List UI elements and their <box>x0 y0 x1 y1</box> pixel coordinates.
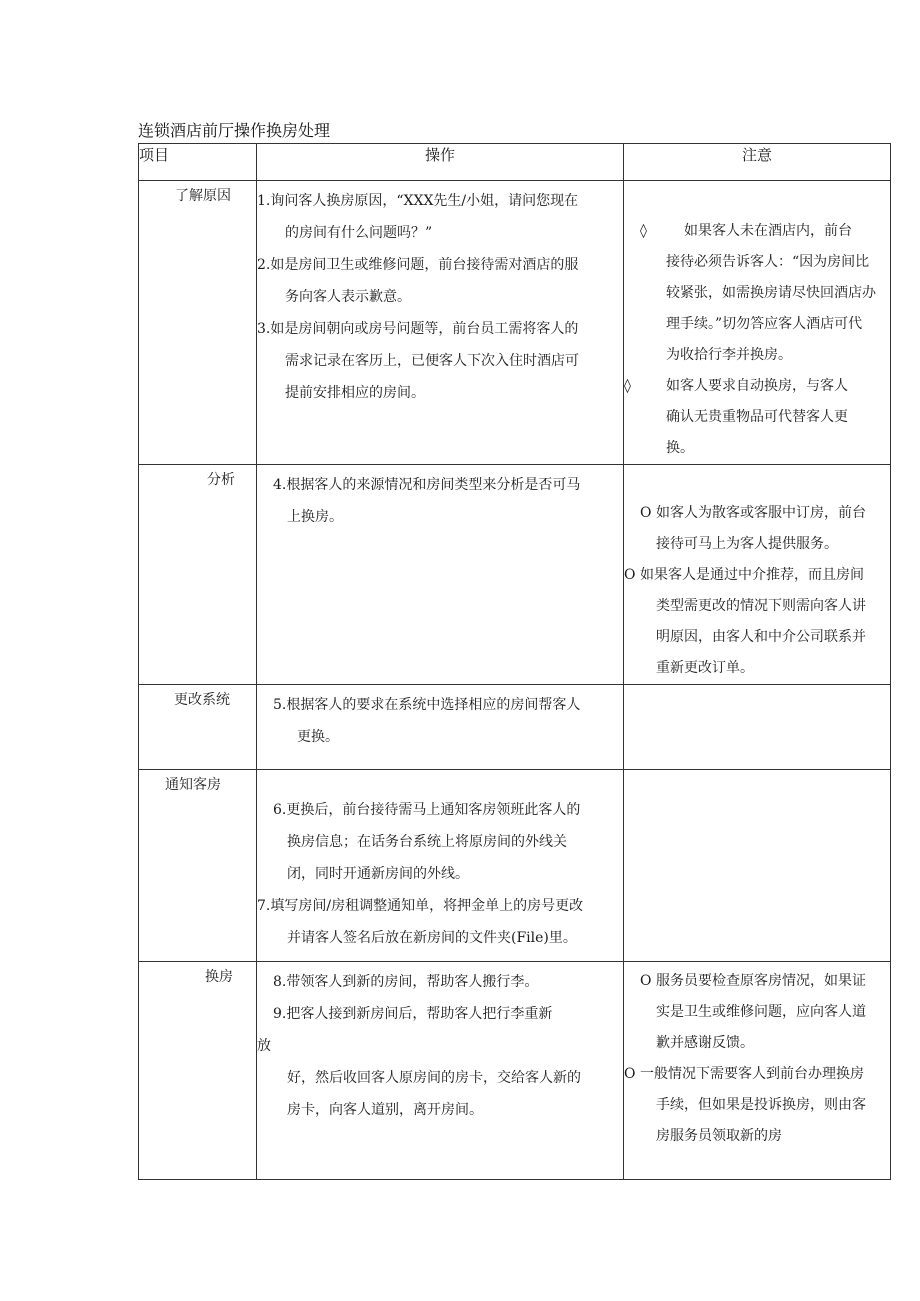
item-label: 分析 <box>207 472 235 488</box>
note-line: 较紧张，如需换房请尽快回酒店办 <box>666 285 876 301</box>
operation-line: 的房间有什么问题吗？” <box>285 225 433 241</box>
operation-line: 9.把客人接到新房间后，帮助客人把行李重新 <box>273 1006 553 1022</box>
item-cell <box>139 770 257 962</box>
operation-line: 闭，同时开通新房间的外线。 <box>287 866 469 882</box>
diamond-icon: ◊ <box>624 378 631 394</box>
notes-cell <box>624 181 891 465</box>
note-line: 确认无贵重物品可代替客人更 <box>666 409 848 425</box>
item-label: 更改系统 <box>174 692 230 708</box>
note-line: ◊ 如客人要求自动换房，与客人 <box>624 371 890 402</box>
operation-line: 上换房。 <box>287 509 343 525</box>
item-label: 了解原因 <box>175 188 231 204</box>
note-line: 房服务员领取新的房 <box>656 1128 782 1144</box>
operation-line: 放 <box>257 1038 271 1054</box>
operation-line: 更换。 <box>297 729 339 745</box>
header-item: 项目 <box>139 144 257 181</box>
note-line: 实是卫生或维修问题，应向客人道 <box>656 1004 866 1020</box>
table-row <box>139 181 891 465</box>
table-row <box>139 962 891 1180</box>
operation-line: 3.如是房间朝向或房号问题等，前台员工需将客人的 <box>257 321 579 337</box>
operation-line: 5.根据客人的要求在系统中选择相应的房间帮客人 <box>273 697 581 713</box>
note-line: 换。 <box>666 440 694 456</box>
operation-line: 2.如是房间卫生或维修问题，前台接待需对酒店的服 <box>257 257 579 273</box>
header-notes: 注意 <box>624 144 891 181</box>
note-line: 歉并感谢反馈。 <box>656 1035 754 1051</box>
operation-cell <box>257 770 624 962</box>
operation-line: 并请客人签名后放在新房间的文件夹(File)里。 <box>287 930 577 946</box>
circle-bullet-icon: O <box>640 973 652 989</box>
note-line: 理手续。”切勿答应客人酒店可代 <box>666 316 863 332</box>
operation-cell <box>257 181 624 465</box>
circle-bullet-icon: O <box>624 567 636 583</box>
item-cell <box>139 685 257 770</box>
operation-line: 1.询问客人换房原因，“XXX先生/小姐，请问您现在 <box>257 193 579 209</box>
operation-cell <box>257 685 624 770</box>
operation-line: 提前安排相应的房间。 <box>285 385 425 401</box>
document-title: 连锁酒店前厅操作换房处理 <box>138 121 331 140</box>
notes-cell <box>624 962 891 1180</box>
note-line: O 如客人为散客或客服中订房，前台 <box>624 498 890 529</box>
circle-bullet-icon: O <box>624 1066 636 1082</box>
operation-line: 4.根据客人的来源情况和房间类型来分析是否可马 <box>273 477 581 493</box>
operation-line: 房卡，向客人道别，离开房间。 <box>287 1102 483 1118</box>
operation-line: 务向客人表示歉意。 <box>285 289 411 305</box>
operation-line: 7.填写房间/房租调整通知单，将押金单上的房号更改 <box>257 898 584 914</box>
header-operation: 操作 <box>257 144 624 181</box>
table-row <box>139 770 891 962</box>
procedure-table <box>138 143 891 1180</box>
item-cell <box>139 465 257 685</box>
note-line: 类型需更改的情况下则需向客人讲 <box>656 598 866 614</box>
diamond-icon: ◊ <box>640 223 647 239</box>
note-line: O 服务员要检查原客房情况，如果证 <box>624 966 890 997</box>
circle-bullet-icon: O <box>640 505 652 521</box>
operation-line: 需求记录在客历上，已便客人下次入住时酒店可 <box>285 353 579 369</box>
note-line: 接待必须告诉客人：“因为房间比 <box>666 254 870 270</box>
table-row <box>139 685 891 770</box>
operation-line: 8.带领客人到新的房间，帮助客人搬行李。 <box>273 974 539 990</box>
table-row <box>139 465 891 685</box>
notes-cell <box>624 465 891 685</box>
notes-cell <box>624 770 891 962</box>
notes-cell <box>624 685 891 770</box>
operation-cell <box>257 962 624 1180</box>
item-label: 换房 <box>205 969 233 985</box>
operation-cell <box>257 465 624 685</box>
note-line: 为收拾行李并换房。 <box>666 347 792 363</box>
note-line: 明原因，由客人和中介公司联系并 <box>656 629 866 645</box>
note-line: ◊ 如果客人未在酒店内，前台 <box>624 216 890 247</box>
note-line: 接待可马上为客人提供服务。 <box>656 536 838 552</box>
item-label: 通知客房 <box>165 777 221 793</box>
note-line: O 如果客人是通过中介推荐，而且房间 <box>624 560 890 591</box>
operation-line: 换房信息；在话务台系统上将原房间的外线关 <box>287 834 567 850</box>
item-cell <box>139 181 257 465</box>
note-line: 手续，但如果是投诉换房，则由客 <box>656 1097 866 1113</box>
table-header-row <box>139 144 891 181</box>
item-cell <box>139 962 257 1180</box>
note-line: O 一般情况下需要客人到前台办理换房 <box>624 1059 890 1090</box>
note-line: 重新更改订单。 <box>656 660 754 676</box>
operation-line: 6.更换后，前台接待需马上通知客房领班此客人的 <box>273 802 581 818</box>
operation-line: 好，然后收回客人原房间的房卡，交给客人新的 <box>287 1070 581 1086</box>
